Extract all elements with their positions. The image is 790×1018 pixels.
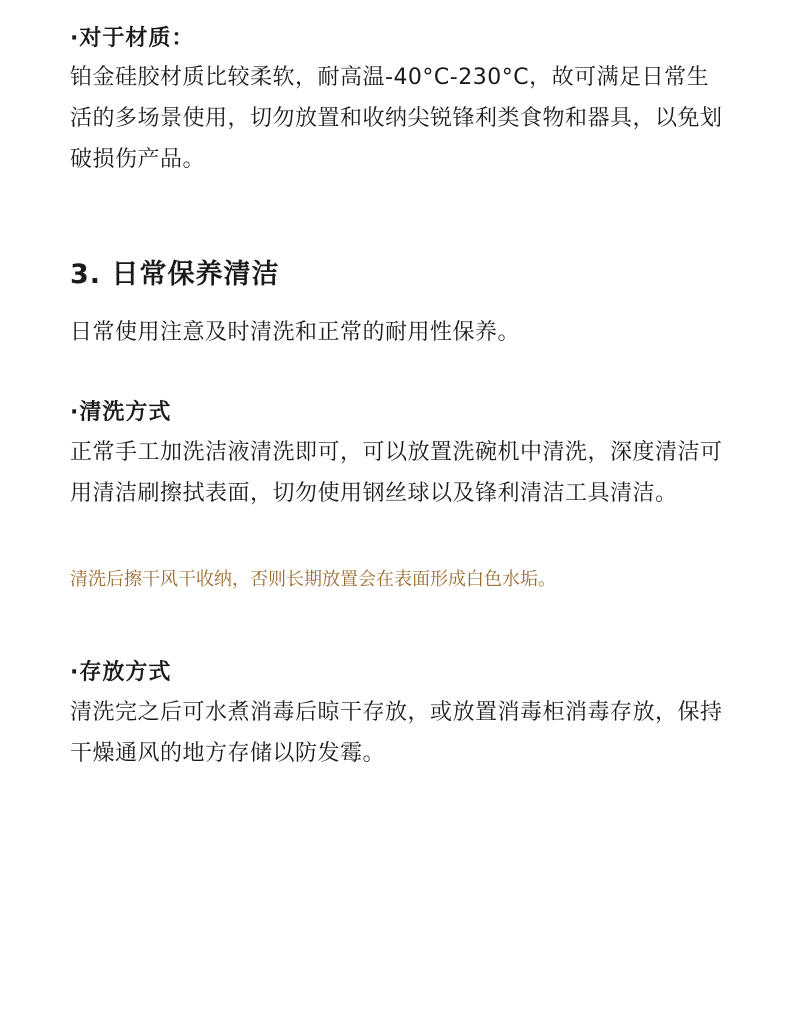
storage-paragraph: 清洗完之后可水煮消毒后晾干存放，或放置消毒柜消毒存放，保持干燥通风的地方存储以防发霉。 <box>70 700 723 766</box>
material-subheading: ·对于材质： <box>70 26 195 51</box>
section-intro: 日常使用注意及时清洗和正常的耐用性保养。 <box>70 320 521 345</box>
cleaning-paragraph: 正常手工加洗洁液清洗即可，可以放置洗碗机中清洗，深度清洁可用清洁刷擦拭表面，切勿使用钢丝球以及锋利清洁工具清洁。 <box>70 440 723 506</box>
section-heading: 3. 日常保养清洁 <box>70 259 280 290</box>
cleaning-note: 清洗后擦干风干收纳，否则长期放置会在表面形成白色水垢。 <box>70 569 556 590</box>
material-paragraph: 铂金硅胶材质比较柔软，耐高温-40°C-230°C，故可满足日常生活的多场景使用，切勿放置和收纳尖锐锋利类食物和器具，以免划破损伤产品。 <box>70 65 723 172</box>
cleaning-subheading: ·清洗方式 <box>70 400 172 425</box>
storage-subheading: ·存放方式 <box>70 660 172 685</box>
